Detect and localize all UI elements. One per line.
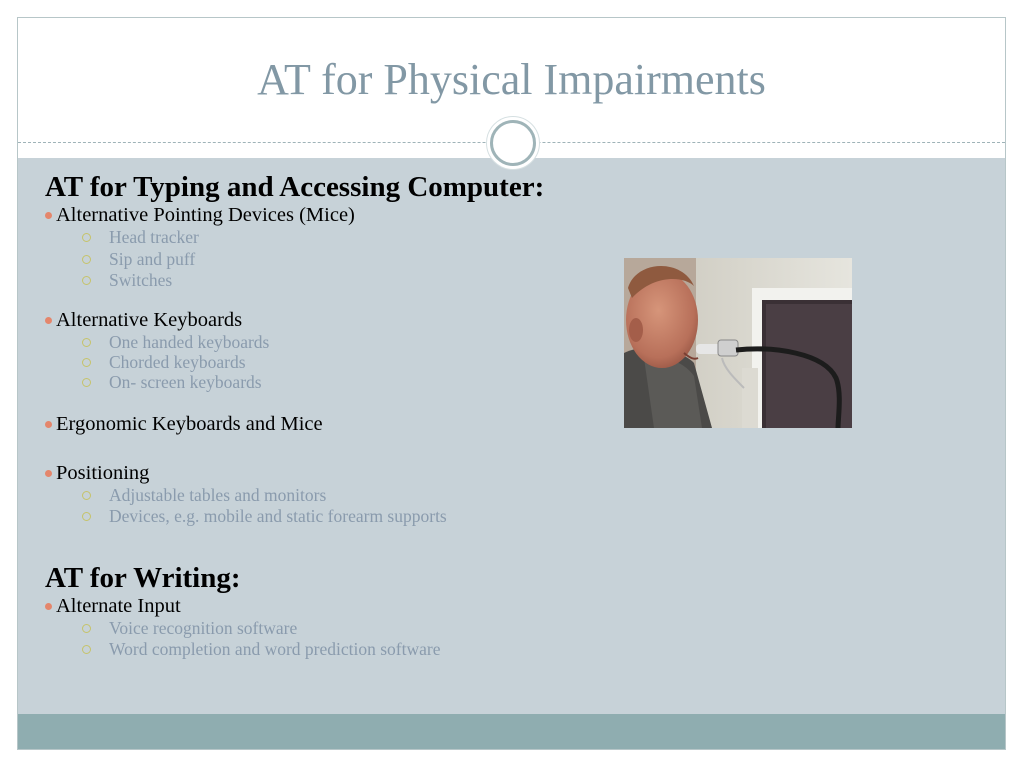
sub-bullet-item <box>45 506 765 528</box>
sub-bullet-ring-icon <box>82 512 91 521</box>
slide-title: AT for Physical Impairments <box>257 55 766 104</box>
bullet-dot-icon <box>45 421 52 428</box>
sub-bullet-ring-icon <box>82 338 91 347</box>
sub-bullet-label: Devices, e.g. mobile and static forearm supports <box>109 506 447 526</box>
sub-bullet-item <box>45 227 765 249</box>
sub-bullet-label: One handed keyboards <box>109 331 270 352</box>
bullet-dot-icon <box>45 603 52 610</box>
bullet-dot-icon <box>45 470 52 477</box>
bullet-dot-icon <box>45 212 52 219</box>
sub-bullet-label: Word completion and word prediction software <box>109 639 441 659</box>
bullet-label: Alternate Input <box>56 594 181 617</box>
bullet-label: Ergonomic Keyboards and Mice <box>56 412 323 435</box>
sub-bullet-item <box>45 485 765 507</box>
sub-bullet-ring-icon <box>82 255 91 264</box>
sub-bullet-label: Voice recognition software <box>109 617 298 638</box>
footer-band <box>18 714 1005 749</box>
bullet-label: Positioning <box>56 461 150 484</box>
sub-bullet-item <box>45 639 765 661</box>
sub-bullet-label: Adjustable tables and monitors <box>109 484 327 505</box>
decorative-ring-inner-icon <box>490 120 536 166</box>
sub-bullet-item <box>45 618 765 640</box>
bullet-item <box>45 203 765 227</box>
slide <box>17 17 1006 750</box>
section-heading: AT for Writing: <box>45 561 241 594</box>
sub-bullet-ring-icon <box>82 624 91 633</box>
sub-bullet-ring-icon <box>82 378 91 387</box>
sub-bullet-label: Chorded keyboards <box>109 351 246 372</box>
spacer <box>45 436 765 461</box>
bullet-label: Alternative Keyboards <box>56 308 243 331</box>
bullet-item <box>45 461 765 485</box>
sub-bullet-label: Sip and puff <box>109 248 196 269</box>
sub-bullet-ring-icon <box>82 233 91 242</box>
sub-bullet-label: Switches <box>109 270 173 290</box>
bullet-label: Alternative Pointing Devices (Mice) <box>56 204 355 226</box>
sub-bullet-ring-icon <box>82 491 91 500</box>
sub-bullet-ring-icon <box>82 645 91 654</box>
bullet-item <box>45 594 765 618</box>
sub-bullet-ring-icon <box>82 276 91 285</box>
sub-bullet-label: Head tracker <box>109 227 199 247</box>
sub-bullet-ring-icon <box>82 358 91 367</box>
person-using-sip-and-puff-device-photo <box>624 258 852 428</box>
section-heading: AT for Typing and Accessing Computer: <box>45 171 545 203</box>
bullet-dot-icon <box>45 317 52 324</box>
sub-bullet-label: On- screen keyboards <box>109 371 262 392</box>
